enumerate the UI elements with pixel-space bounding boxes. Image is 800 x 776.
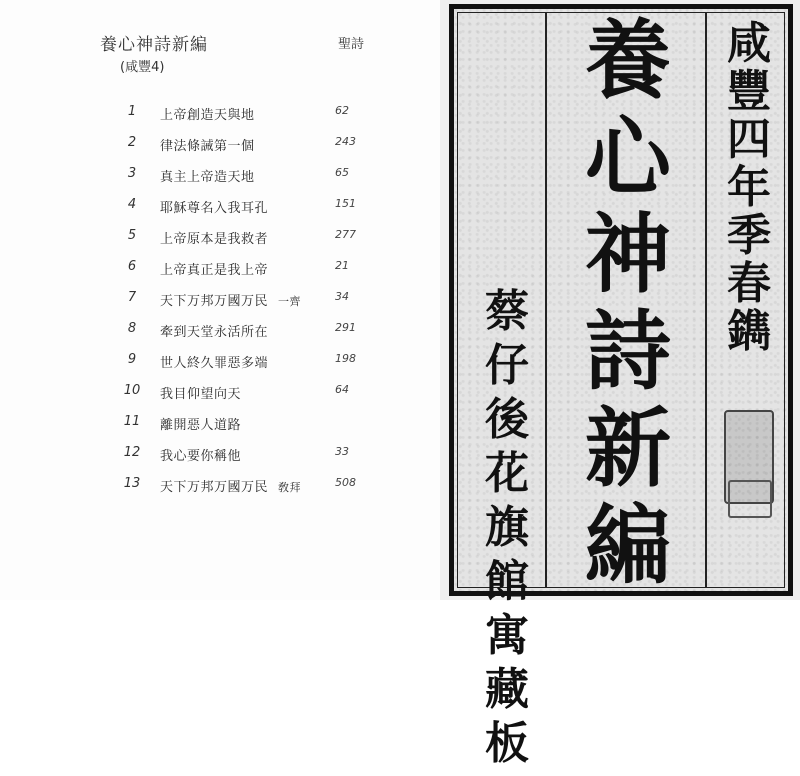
index-column-header: 聖詩 <box>338 37 365 52</box>
entry-title: 上帝真正是我上帝 <box>160 263 269 278</box>
column-divider <box>705 12 707 588</box>
entry-number: 11 <box>123 414 141 429</box>
entry-title: 律法條誡第一個 <box>160 139 255 154</box>
title-character: 鐫 <box>727 306 771 357</box>
entry-page: 243 <box>335 135 356 148</box>
title-character: 板 <box>485 718 529 769</box>
list-item <box>0 259 440 290</box>
title-character: 心 <box>585 107 671 208</box>
entry-number: 3 <box>127 166 137 181</box>
entry-number: 9 <box>127 352 137 367</box>
entry-page: 151 <box>335 197 356 210</box>
publisher-column <box>478 286 536 776</box>
entry-page: 21 <box>335 259 349 272</box>
title-character: 蔡 <box>485 286 529 337</box>
entry-title: 我目仰望向天 <box>160 387 242 402</box>
list-item <box>0 445 440 476</box>
title-character: 館 <box>485 556 529 607</box>
list-item <box>0 228 440 259</box>
list-item <box>0 104 440 135</box>
date-column <box>720 18 778 358</box>
title-character: 旗 <box>485 502 529 553</box>
title-character: 季 <box>727 210 771 261</box>
list-item <box>0 197 440 228</box>
title-character: 養 <box>585 10 671 111</box>
entry-page: 291 <box>335 321 356 334</box>
entry-title: 牽到天堂永活所在 <box>160 325 269 340</box>
book-title-column <box>558 10 698 600</box>
entry-title-text: 天下万邦万國万民 <box>160 294 269 309</box>
entry-number: 13 <box>123 476 141 491</box>
entry-number: 5 <box>127 228 137 243</box>
entry-number: 12 <box>123 445 141 460</box>
title-character: 年 <box>727 162 771 213</box>
list-item <box>0 135 440 166</box>
entry-note: 敎拜 <box>278 481 302 494</box>
entry-title: 離開惡人道路 <box>160 418 242 433</box>
entry-number: 4 <box>127 197 137 212</box>
list-item <box>0 476 440 507</box>
title-character: 詩 <box>585 301 671 402</box>
hymn-index-list <box>0 104 440 507</box>
entry-page: 65 <box>335 166 349 179</box>
title-character: 花 <box>485 448 529 499</box>
entry-title: 耶穌尊名入我耳孔 <box>160 201 269 216</box>
entry-title <box>160 290 301 309</box>
title-character: 編 <box>585 495 671 596</box>
stamp-mark <box>728 480 772 518</box>
title-character: 仔 <box>485 340 529 391</box>
entry-title: 上帝創造天與地 <box>160 108 255 123</box>
entry-page: 33 <box>335 445 349 458</box>
entry-note: 一齊 <box>278 295 302 308</box>
entry-title: 我心要你稱他 <box>160 449 242 464</box>
entry-number: 10 <box>123 383 141 398</box>
entry-number: 1 <box>127 104 137 119</box>
column-divider <box>545 12 547 588</box>
title-character: 豐 <box>727 66 771 117</box>
entry-title <box>160 476 301 495</box>
list-item <box>0 383 440 414</box>
entry-page: 198 <box>335 352 356 365</box>
title-character: 咸 <box>727 18 771 69</box>
entry-title-text: 天下万邦万國万民 <box>160 480 269 495</box>
list-item <box>0 414 440 445</box>
title-character: 春 <box>727 258 771 309</box>
list-item <box>0 290 440 321</box>
entry-title: 上帝原本是我救者 <box>160 232 269 247</box>
index-title: 養心神詩新編 <box>100 35 208 55</box>
index-year-note: (咸豐4) <box>120 60 165 75</box>
title-character: 新 <box>585 398 671 499</box>
entry-page: 277 <box>335 228 356 241</box>
handwritten-index-page <box>0 0 440 600</box>
entry-number: 7 <box>127 290 137 305</box>
title-character: 神 <box>585 204 671 305</box>
title-character: 四 <box>727 114 771 165</box>
entry-number: 6 <box>127 259 137 274</box>
entry-page: 34 <box>335 290 349 303</box>
title-character: 寓 <box>485 610 529 661</box>
entry-title: 世人終久罪惡多端 <box>160 356 269 371</box>
entry-page: 64 <box>335 383 349 396</box>
list-item <box>0 352 440 383</box>
entry-page: 62 <box>335 104 349 117</box>
entry-number: 2 <box>127 135 137 150</box>
entry-page: 508 <box>335 476 356 489</box>
list-item <box>0 166 440 197</box>
entry-number: 8 <box>127 321 137 336</box>
list-item <box>0 321 440 352</box>
entry-title: 真主上帝造天地 <box>160 170 255 185</box>
title-character: 藏 <box>485 664 529 715</box>
title-character: 後 <box>485 394 529 445</box>
